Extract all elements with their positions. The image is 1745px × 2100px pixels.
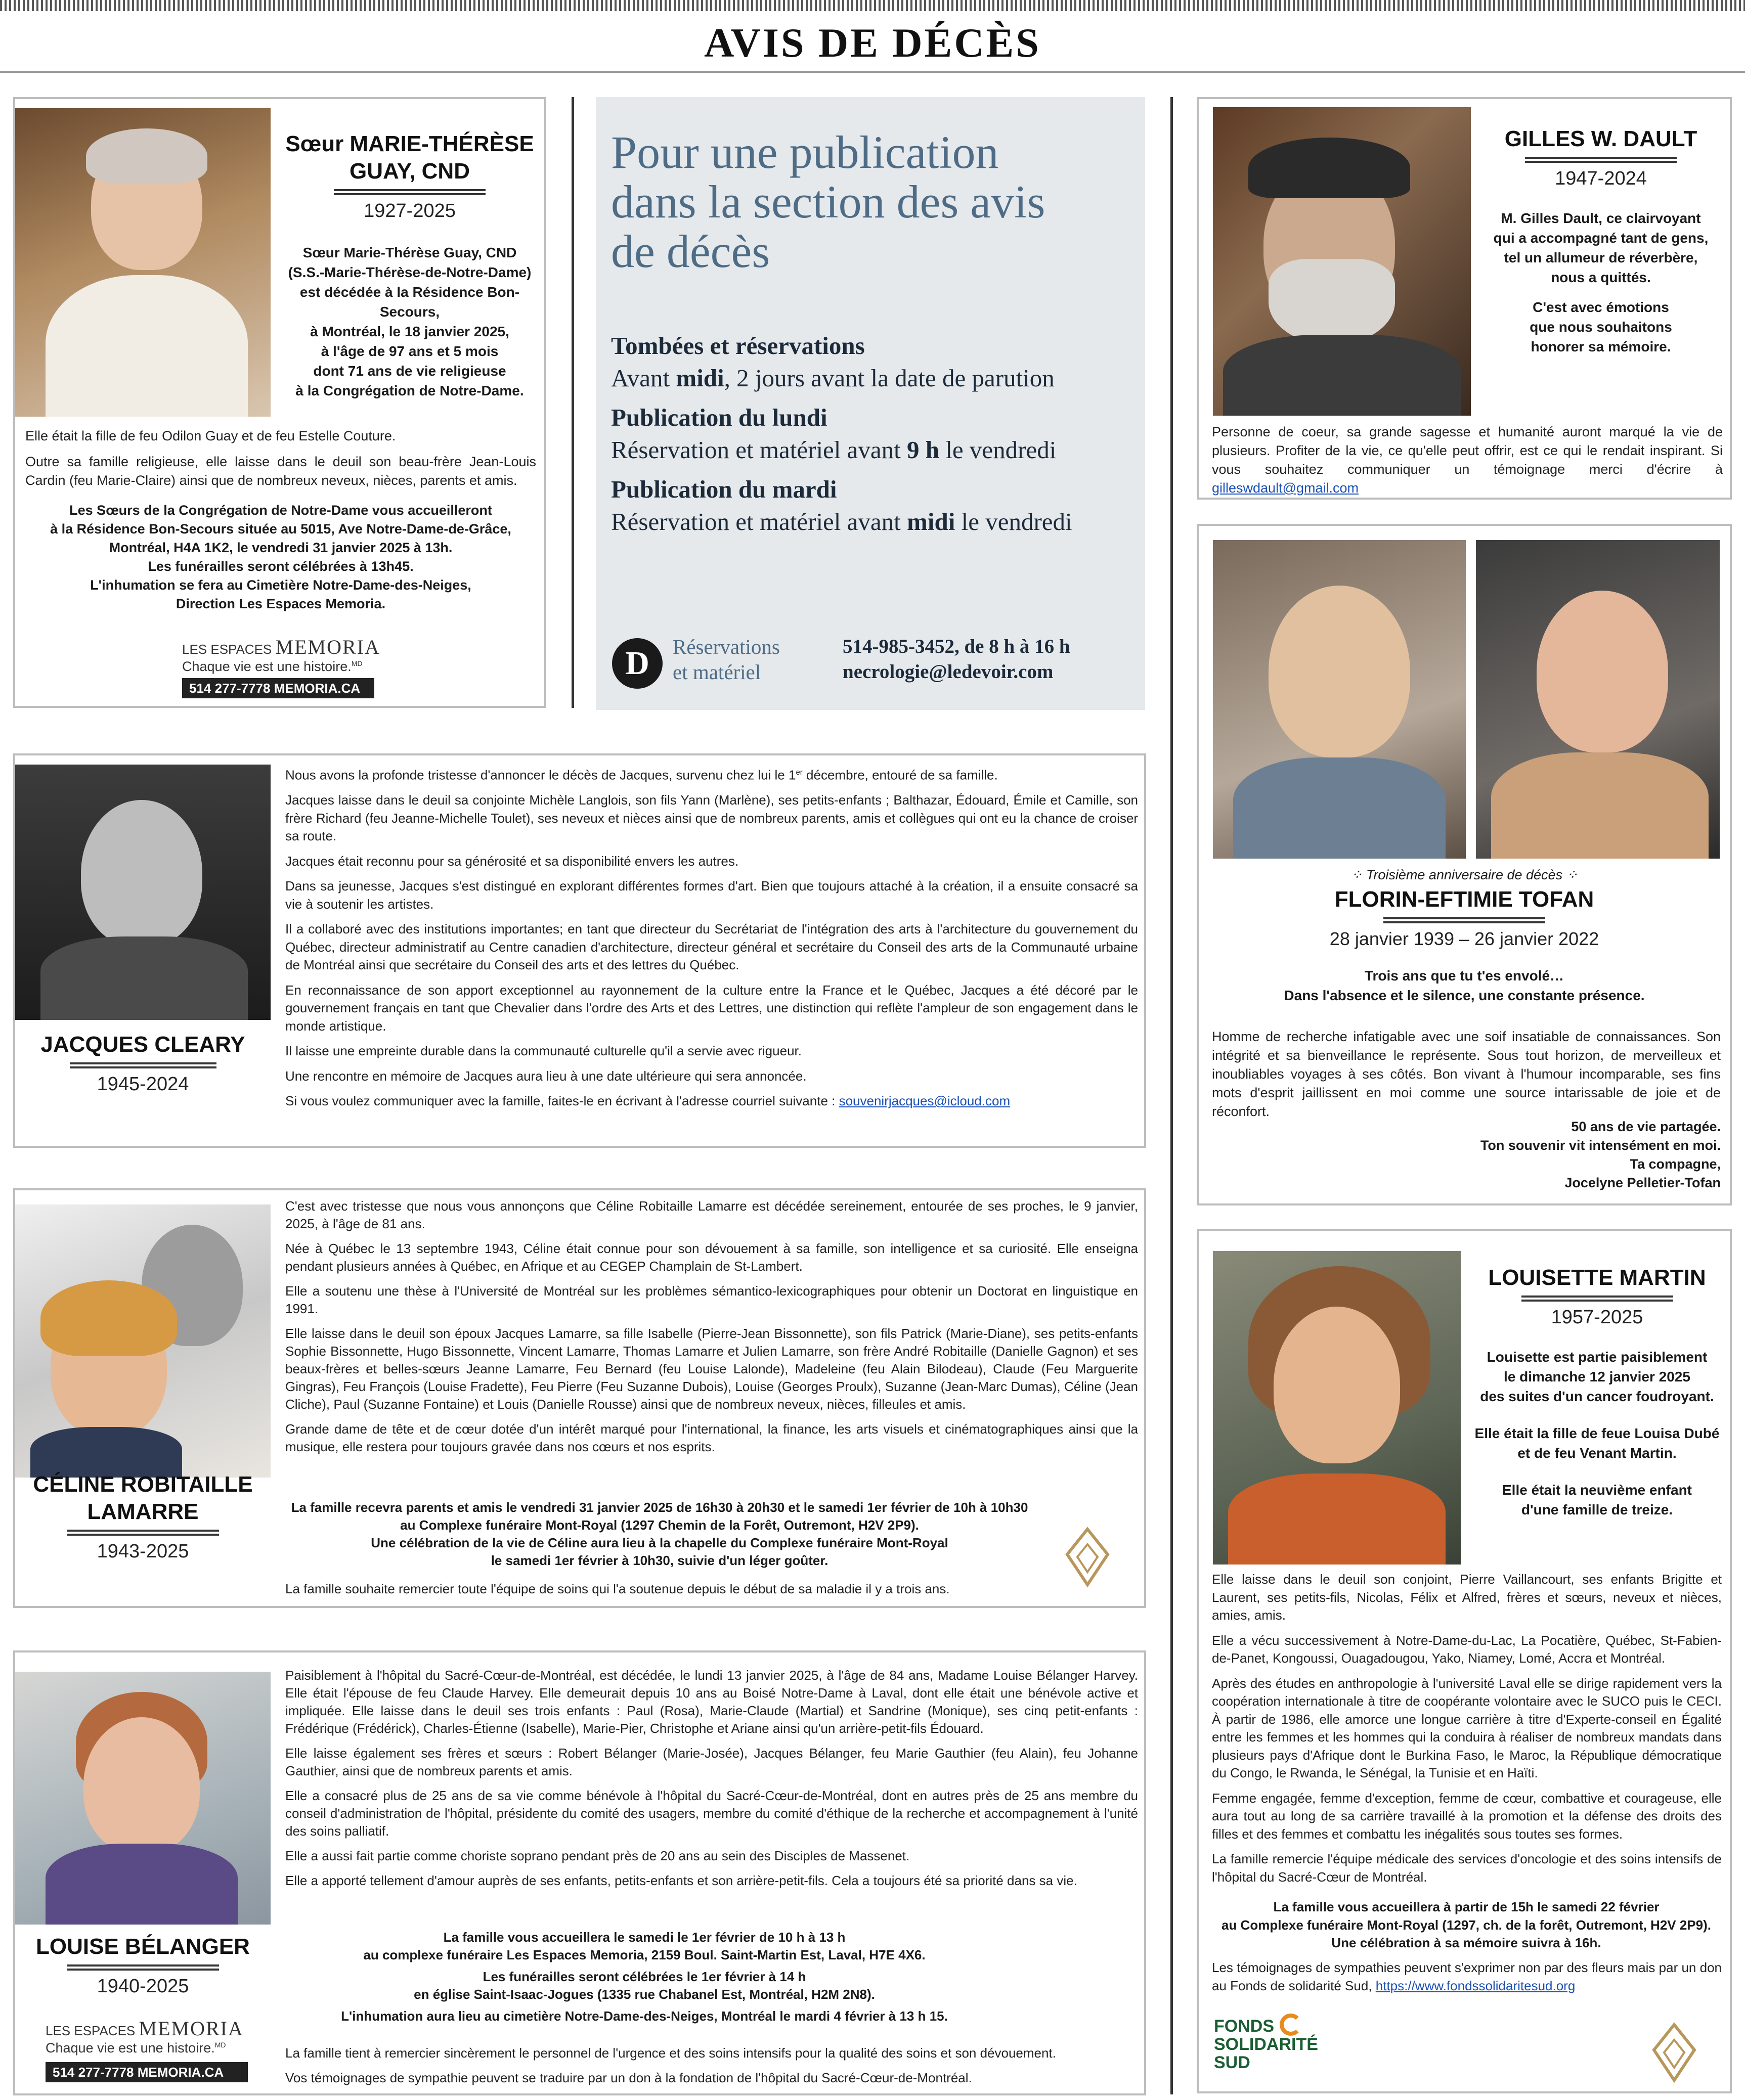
guay-name-line1: Sœur MARIE-THÉRÈSE — [285, 131, 534, 156]
lamarre-closing: La famille souhaite remercier toute l'équipe de soins qui l'a soutenue depuis le début de sa maladie il y a trois ans. — [285, 1581, 950, 1596]
cleary-paragraph: Une rencontre en mémoire de Jacques aura lieu à une date ultérieure qui sera annoncée. — [285, 1068, 807, 1084]
column-divider-right — [1170, 97, 1173, 2094]
obituary-dault — [1197, 97, 1732, 500]
tofan-name: FLORIN-EFTIMIE TOFAN — [1334, 887, 1594, 912]
portrait-photo-lamarre — [15, 1204, 271, 1478]
obituary-martin — [1197, 1229, 1732, 2093]
dault-years: 1947-2024 — [1555, 168, 1647, 189]
cleary-name-rule — [70, 1062, 216, 1068]
martin-name: LOUISETTE MARTIN — [1488, 1265, 1706, 1290]
belanger-name-rule — [67, 1964, 219, 1971]
obituary-tofan — [1197, 524, 1732, 1205]
obituary-guay — [13, 97, 546, 708]
ad-email-link[interactable]: necrologie@ledevoir.com — [843, 661, 1054, 683]
lamarre-name-rule — [67, 1530, 219, 1536]
le-devoir-logo-icon: D — [612, 638, 663, 689]
obituary-belanger — [13, 1650, 1146, 2095]
dault-body: Personne de coeur, sa grande sagesse et humanité auront marqué la vie de plusieurs. Profiter de la vie, ce qu'elle peut offrir, est ce qui le rendait inspirant. Si vous souhaitez communiquer un témoignage merci d'écrire à gilleswdault@gmail.com — [1212, 424, 1723, 496]
lamarre-name-line1: CÉLINE ROBITAILLE — [33, 1472, 253, 1497]
tofan-signature: 50 ans de vie partagée. Ton souvenir vit intensément en moi. Ta compagne, Jocelyne Pelletier-Tofan — [1480, 1119, 1721, 1190]
lamarre-paragraph: C'est avec tristesse que nous vous annonçons que Céline Robitaille Lamarre est décédée sereinement, entourée de ses proches, le 9 janvier, 2025, à l'âge de 81 ans. — [285, 1198, 1138, 1231]
cleary-email-link[interactable]: souvenirjacques@icloud.com — [839, 1093, 1011, 1109]
lamarre-paragraph: Grande dame de tête et de cœur dotée d'un intérêt marqué pour l'international, la finance, les arts visuels et cinématographiques ainsi que la musique, elle restera pour toujours gravée dans nos cœurs et nos esprits. — [285, 1421, 1138, 1454]
fonds-logo-circle-icon — [1280, 2014, 1302, 2036]
portrait-photo-tofan-2 — [1476, 540, 1720, 859]
column-divider-left — [572, 97, 574, 708]
ad-phone[interactable]: 514-985-3452, de 8 h à 16 h — [843, 636, 1070, 657]
dault-email-link[interactable]: gilleswdault@gmail.com — [1212, 480, 1359, 496]
cleary-years: 1945-2024 — [97, 1074, 189, 1095]
portrait-photo-dault — [1213, 107, 1471, 416]
portrait-photo-tofan-1 — [1213, 540, 1466, 859]
belanger-paragraph: Elle a consacré plus de 25 ans de sa vie comme bénévole à l'hôpital du Sacré-Cœur-de-Montréal, dont en autres près de 25 ans membre du conseil d'administration de l'hôpital, présidente du comité des usagers, membre du comité d'éthique de la recherche et accompagnement à l'unité des soins palliatif. — [285, 1788, 1138, 1839]
ad-title: Pour une publication dans la section des avis de décès — [611, 126, 1045, 277]
guay-service-details: Les Sœurs de la Congrégation de Notre-Dame vous accueilleront à la Résidence Bon-Secours située au 5015, Ave Notre-Dame-de-Grâce, Montréal, H4A 1K2, le vendredi 31 janvier 2025 à 13h. Les funérailles seront célébrées à 13h45. L'inhumation se fera au Cimetière Notre-Dame-des-Neiges, Direction Les Espaces Memoria. — [50, 503, 511, 611]
belanger-closing: La famille tient à remercier sincèrement le personnel de l'urgence et des soins intensifs pour la qualité des soins et son dévouement. Vos témoignages de sympathie peuvent se traduire par un don à la fondation de l'hôpital du Sacré-Cœur-de-Montréal. — [285, 2045, 1056, 2085]
memoria-logo-guay: LES ESPACES MEMORIA Chaque vie est une histoire.$^{MD}$ — [182, 636, 380, 674]
guay-years: 1927-2025 — [364, 200, 456, 221]
tofan-body: Homme de recherche infatigable avec une soif insatiable de connaissances. Son intégrité et sa bienveillance le représente. Sous tout horizon, de merveilleux et inoubliables voyages à ses côtés. Bon vivant à l'humour incomparable, ses fins mots d'esprit jaillissent en moi comme une source intarissable de joie et de réconfort. — [1212, 1029, 1721, 1119]
masthead-divider — [0, 71, 1745, 73]
belanger-paragraph: Elle laisse également ses frères et sœurs : Robert Bélanger (Marie-Josée), Jacques Bélanger, feu Marie Gauthier (feu Alain), feu Johanne Gauthier, ainsi que de nombreux parents et amis. — [285, 1746, 1138, 1778]
ad-deadline-text: Avant midi, 2 jours avant la date de parution — [611, 364, 1055, 392]
martin-body — [1212, 1571, 1722, 1893]
cleary-name: JACQUES CLEARY — [40, 1032, 245, 1057]
lamarre-years: 1943-2025 — [97, 1541, 189, 1562]
memoria-logo-belanger: LES ESPACES MEMORIA Chaque vie est une histoire.$^{MD}$ — [46, 2017, 244, 2056]
belanger-body — [285, 1667, 1138, 1897]
portrait-photo-guay — [15, 108, 271, 417]
ad-deadline-heading: Tombées et réservations — [611, 332, 865, 360]
cleary-paragraph: Il laisse une empreinte durable dans la communauté culturelle qu'il a servie avec rigueur. — [285, 1043, 802, 1059]
portrait-photo-belanger — [15, 1672, 271, 1925]
martin-service-details: La famille vous accueillera à partir de 15h le samedi 22 février au Complexe funéraire Mont-Royal (1297, ch. de la forêt, Outremont, H2V 2P9). Une célébration à sa mémoire suivra à 16h. — [1221, 1899, 1711, 1950]
martin-paragraph: La famille remercie l'équipe médicale des services d'oncologie et des soins intensifs de l'hôpital du Sacré-Cœur de Montréal. — [1212, 1851, 1722, 1885]
memoria-contact-guay: 514 277-7778 MEMORIA.CA — [182, 678, 374, 698]
portrait-photo-martin — [1213, 1251, 1461, 1565]
dault-name: GILLES W. DAULT — [1504, 126, 1697, 151]
dault-name-rule — [1525, 157, 1677, 163]
martin-paragraph: Elle a vécu successivement à Notre-Dame-du-Lac, La Pocatière, Québec, St-Fabien-de-Panet, Kongoussi, Ouagadougou, Yako, Niamey, Lomé, Accra et Montréal. — [1212, 1632, 1722, 1666]
cleary-contact: Si vous voulez communiquer avec la famille, faites-le en écrivant à l'adresse courriel suivante : souvenirjacques@icloud.com — [285, 1093, 1011, 1109]
lamarre-service-details: La famille recevra parents et amis le vendredi 31 janvier 2025 de 16h30 à 20h30 et le samedi 1er février de 10h à 10h30 au Complexe funéraire Mont-Royal (1297 Chemin de la Forêt, Outremont, H2V 2P9). Une célébration de la vie de Céline aura lieu à la chapelle du Complexe funéraire Mont-Royal le samedi 1er février à 10h30, suivie d'un léger goûter. — [291, 1500, 1028, 1568]
cleary-paragraph: Jacques était reconnu pour sa générosité et sa disponibilité envers les autres. — [285, 853, 739, 869]
obituary-cleary — [13, 753, 1146, 1148]
memoria-contact-belanger: 514 277-7778 MEMORIA.CA — [46, 2062, 248, 2082]
belanger-service-details: La famille vous accueillera le samedi le 1er février de 10 h à 13 h au complexe funéraire Les Espaces Memoria, 2159 Boul. Saint-Martin Est, Laval, H7E 4X6. Les funérailles seront célébrées le 1er février à 14 h en église Saint-Isaac-Jogues (1335 rue Chabanel Est, Montréal, H2M 2N8). L'inhumation aura lieu au cimetière Notre-Dame-des-Neiges, Montréal le mardi 4 février à 13 h 15. — [341, 1930, 948, 2024]
belanger-paragraph: Elle a aussi fait partie comme choriste soprano pendant près de 20 ans au sein des Disciples de Massenet. — [285, 1848, 910, 1863]
page-title: AVIS DE DÉCÈS — [704, 20, 1041, 66]
dault-lead: M. Gilles Dault, ce clairvoyant qui a accompagné tant de gens, tel un allumeur de réverbère, nous a quittés. — [1493, 210, 1709, 285]
lamarre-paragraph: Née à Québec le 13 septembre 1943, Céline était connue pour son dévouement à sa famille, son intelligence et sa curiosité. Elle enseigna pendant plusieurs années à Québec, en Afrique et au CEGEP Champlain de St-Lambert. — [285, 1241, 1138, 1274]
cleary-paragraph: Nous avons la profonde tristesse d'annoncer le décès de Jacques, survenu chez lui le 1er décembre, entouré de sa famille. — [285, 767, 998, 783]
guay-name-rule — [334, 189, 486, 195]
lamarre-body — [285, 1197, 1138, 1463]
ad-tuesday-heading: Publication du mardi — [611, 475, 837, 503]
cleary-body — [285, 764, 1138, 1118]
martin-paragraph: Femme engagée, femme d'exception, femme de cœur, combattive et courageuse, elle aura tout au long de sa carrière travaillé à la promotion et la défense des droits des filles et des femmes et combattu les inégalités sous toutes ses formes. — [1212, 1790, 1722, 1842]
belanger-name: LOUISE BÉLANGER — [36, 1934, 250, 1959]
cleary-paragraph: En reconnaissance de son apport exceptionnel au rayonnement de la culture entre la France et le Québec, Jacques a été décoré par le gouvernement français en tant que Chevalier dans l'ordre des Arts et des Lettres, une distinction qui reflète l'ampleur de son engagement dans le monde artistique. — [285, 982, 1138, 1034]
cleary-paragraph: Il a collaboré avec des institutions importantes; en tant que directeur du Secrétariat de l'intégration des arts à l'architecture du gouvernement du Québec, directeur administratif au Centre canadien d'architecture, directeur général et secrétaire du Conseil des arts de la Communauté urbaine de Montréal ainsi que secrétaire du Conseil des arts et des lettres du Québec. — [285, 921, 1138, 973]
fonds-solidarite-sud-logo: FONDS SOLIDARITÉ SUD — [1214, 2017, 1318, 2072]
martin-parents: Elle était la fille de feue Louisa Dubé et de feu Venant Martin. — [1474, 1425, 1720, 1461]
dault-lead-2: C'est avec émotions que nous souhaitons honorer sa mémoire. — [1530, 299, 1672, 354]
ad-tuesday-text: Réservation et matériel avant midi le vendredi — [611, 508, 1072, 535]
cleary-paragraph: Jacques laisse dans le deuil sa conjointe Michèle Langlois, son fils Yann (Marlène), ses petits-enfants ; Balthazar, Édouard, Émile et Camille, son frère Richard (feu Jeanne-Michelle Toulet), ses neveux et nièces ainsi que de nombreux parents, amis et collègues qui ont eu la chance de croiser sa route. — [285, 792, 1138, 844]
martin-name-rule — [1521, 1295, 1673, 1302]
belanger-paragraph: Elle a apporté tellement d'amour auprès de ses enfants, petits-enfants et son arrière-petit-fils. Cela a toujours été sa priorité dans sa vie. — [285, 1873, 1077, 1888]
cleary-paragraph: Dans sa jeunesse, Jacques s'est distingué en explorant différentes formes d'art. Bien que toujours attaché à la création, il a ensuite consacré sa vie à soutenir les artistes. — [285, 878, 1138, 912]
martin-closing: Les témoignages de sympathies peuvent s'exprimer non par des fleurs mais par un don au Fonds de solidarité Sud, https://www.fondssolidaritesud.org — [1212, 1960, 1722, 1993]
guay-survivors: Outre sa famille religieuse, elle laisse dans le deuil son beau-frère Jean-Louis Cardin (feu Marie-Claire) ainsi que de nombreux neveux, nièces, parents et amis. — [25, 454, 536, 488]
ad-monday-heading: Publication du lundi — [611, 404, 827, 431]
lamarre-name-line2: LAMARRE — [87, 1499, 199, 1524]
portrait-photo-cleary — [15, 765, 271, 1020]
belanger-paragraph: Paisiblement à l'hôpital du Sacré-Cœur-de-Montréal, est décédée, le lundi 13 janvier 2025, à l'âge de 84 ans, Madame Louise Bélanger Harvey. Elle était l'épouse de feu Claude Harvey. Elle demeurait depuis 10 ans au Boisé Notre-Dame à Laval, dont elle était une bénévole active et impliquée. Elle laisse dans le deuil ses trois enfants : Paul (Rosa), Marie-Claude (Martial) et Sandrine (Monique), ses cinq petit-enfants : Frédérique (Frédérick), Charles-Étienne (Isabelle), Marie-Pier, Christophe et Ariane ainsi qu'un arrière-petit-fils Édouard. — [285, 1668, 1138, 1736]
funeral-home-emblem-icon — [1057, 1524, 1118, 1590]
tofan-subtitle: ⁘ Troisième anniversaire de décès ⁘ — [1350, 867, 1578, 882]
martin-years: 1957-2025 — [1551, 1307, 1643, 1328]
belanger-years: 1940-2025 — [97, 1976, 189, 1997]
lamarre-paragraph: Elle laisse dans le deuil son époux Jacques Lamarre, sa fille Isabelle (Pierre-Jean Bissonnette), son fils Patrick (Marie-Diane), ses petits-enfants Sophie Bissonnette, Hugo Bissonnette, Vincent Lamarre, Thomas Lamarre et Julien Lamarre, son frère André Robitaille (Danielle Gagnon) et ses beaux-frères et belles-sœurs Jeanne Lamarre, Feu Bernard (feu Louise Lalonde), Madeleine (feu Alain Bilodeau), Claude (Feu Marguerite Gingras), Feu François (Louise Fradette), Feu Pierre (Feu Suzanne Dubois), Louise (Georges Proulx), Suzanne (Jean-Marc Dumas), Céline (Jean Cliche), Paul (Suzanne Fontaine) et Louis (Danielle Rousse) ainsi que de nombreux neveux, nièces, filleules et amis. — [285, 1326, 1138, 1412]
guay-lead: Sœur Marie-Thérèse Guay, CND (S.S.-Marie-Thérèse-de-Notre-Dame) est décédée à la Résidence Bon-Secours, à Montréal, le 18 janvier 2025, à l'âge de 97 ans et 5 mois dont 71 ans de vie religieuse à la Congrégation de Notre-Dame. — [288, 245, 532, 398]
guay-parents: Elle était la fille de feu Odilon Guay et de feu Estelle Couture. — [25, 428, 396, 443]
top-decorative-rule — [0, 0, 1745, 11]
funeral-home-emblem-icon — [1644, 2020, 1705, 2085]
guay-name-line2: GUAY, CND — [350, 159, 470, 184]
ad-monday-text: Réservation et matériel avant 9 h le vendredi — [611, 436, 1057, 464]
publication-info-ad — [596, 97, 1145, 710]
martin-lead: Louisette est partie paisiblement le dimanche 12 janvier 2025 des suites d'un cancer foudroyant. — [1480, 1349, 1714, 1404]
martin-paragraph: Après des études en anthropologie à l'université Laval elle se dirige rapidement vers la coopération internationale à titre de coopérante volontaire avec le SUCO puis le CECI. À partir de 1986, elle amorce une longue carrière à titre d'Experte-conseil en Égalité entre les femmes et les hommes qui la conduira à réaliser de nombreux mandats dans plusieurs pays d'Afrique dont le Burkina Faso, le Maroc, la République démocratique du Congo, le Rwanda, le Sénégal, la Tunisie et en Haïti. — [1212, 1675, 1722, 1780]
martin-family: Elle était la neuvième enfant d'une famille de treize. — [1502, 1482, 1692, 1517]
martin-donation-link[interactable]: https://www.fondssolidaritesud.org — [1375, 1978, 1576, 1993]
tofan-name-rule — [1383, 917, 1545, 923]
obituary-lamarre — [13, 1188, 1146, 1608]
lamarre-paragraph: Elle a soutenu une thèse à l'Université de Montréal sur les problèmes sémantico-lexicographiques pour obtenir un Doctorat en linguistique en 1991. — [285, 1283, 1138, 1316]
tofan-dates: 28 janvier 1939 – 26 janvier 2022 — [1329, 928, 1599, 949]
martin-paragraph: Elle laisse dans le deuil son conjoint, Pierre Vaillancourt, ses enfants Brigitte et Laurent, ses petits-fils, Nicolas, Félix et Alfred, frères et sœurs, neveux et nièces, amies, amis. — [1212, 1572, 1722, 1623]
tofan-lead: Trois ans que tu t'es envolé… Dans l'absence et le silence, une constante présence. — [1284, 968, 1645, 1003]
ad-reservations-label: Réservations et matériel — [673, 635, 780, 684]
